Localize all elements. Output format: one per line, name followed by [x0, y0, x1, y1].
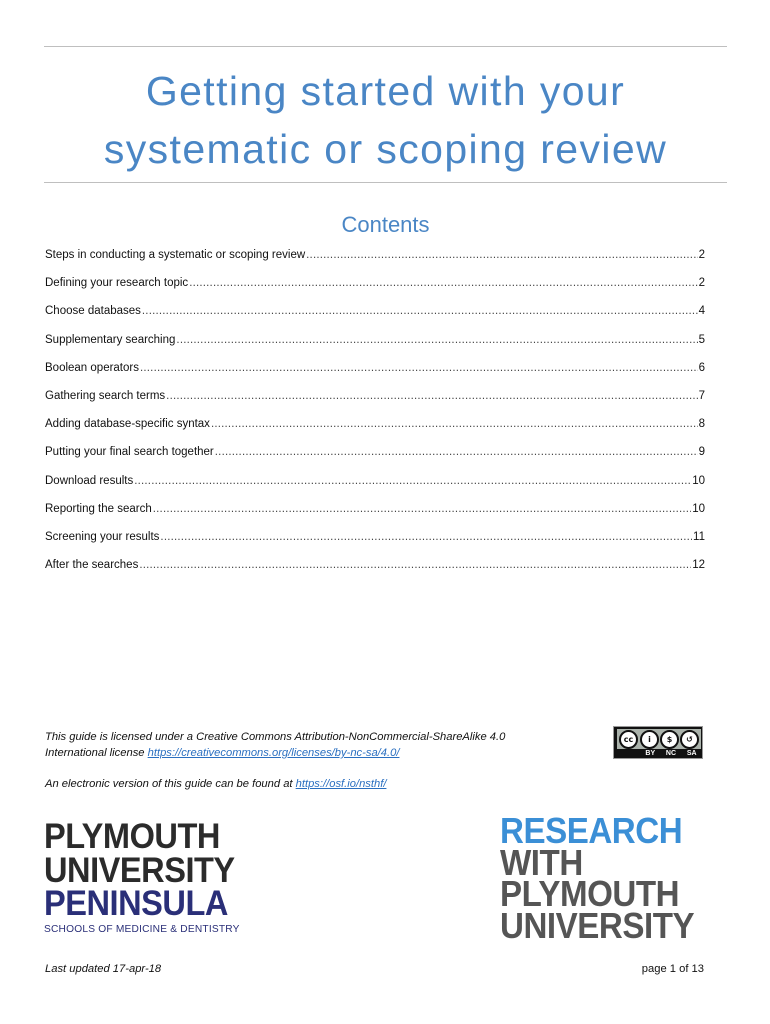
toc-entry-label: Adding database-specific syntax — [45, 418, 210, 431]
electronic-version-notice — [45, 776, 605, 792]
nc-symbol: $ — [660, 730, 679, 749]
toc-leader-dots — [140, 357, 698, 379]
toc-leader-dots — [211, 413, 698, 435]
toc-entry-page: 11 — [693, 530, 705, 543]
toc-entry-label: Download results — [45, 474, 134, 487]
license-text-2: International license — [45, 747, 148, 759]
toc-entry-page: 10 — [692, 502, 705, 515]
top-rule — [44, 46, 727, 47]
title-rule — [44, 182, 727, 183]
title-line-1: Getting started with your — [145, 68, 626, 114]
toc-entry[interactable] — [45, 357, 705, 385]
logo-left-line-3: PENINSULA — [44, 884, 228, 923]
toc-entry-page: 5 — [698, 333, 705, 346]
sa-symbol: ↺ — [680, 730, 699, 749]
toc-entry[interactable] — [45, 526, 705, 554]
electronic-version-text: An electronic version of this guide can be found at — [45, 778, 296, 790]
toc-leader-dots — [142, 300, 698, 322]
logo-right-line-3: PLYMOUTH — [500, 873, 680, 914]
license-notice — [45, 729, 585, 761]
table-of-contents — [45, 244, 705, 582]
cc-badge-labels — [640, 749, 702, 758]
logo-right-line-2: WITH — [500, 841, 583, 883]
last-updated: Last updated 17-apr-18 — [45, 963, 162, 975]
toc-leader-dots — [215, 441, 698, 463]
cc-by-nc-sa-icon[interactable] — [613, 726, 703, 759]
toc-entry-page: 12 — [692, 559, 705, 572]
toc-entry-label: After the searches — [45, 559, 139, 572]
toc-entry[interactable] — [45, 498, 705, 526]
toc-leader-dots — [189, 272, 697, 294]
toc-entry[interactable] — [45, 385, 705, 413]
toc-entry[interactable] — [45, 244, 705, 272]
toc-entry-label: Screening your results — [45, 530, 160, 543]
toc-entry-page: 2 — [698, 249, 705, 261]
research-with-plymouth-logo — [500, 810, 720, 946]
cc-symbol: cc — [619, 730, 638, 749]
cc-label-nc: NC — [665, 750, 677, 757]
logo-left-line-2: UNIVERSITY — [44, 850, 235, 890]
cc-label-by: BY — [645, 750, 656, 757]
toc-entry-label: Supplementary searching — [45, 333, 176, 346]
by-symbol: i — [640, 730, 659, 749]
toc-entry-page: 10 — [692, 474, 705, 487]
toc-entry[interactable] — [45, 554, 705, 582]
license-text-1: This guide is licensed under a Creative Commons Attribution-NonCommercial-ShareAlike 4.0 — [45, 731, 506, 743]
toc-leader-dots — [153, 498, 691, 520]
toc-entry[interactable] — [45, 300, 705, 328]
logo-right-line-1: RESEARCH — [500, 810, 683, 851]
toc-entry-label: Defining your research topic — [45, 277, 189, 290]
contents-heading: Contents — [341, 212, 430, 237]
toc-entry-label: Reporting the search — [45, 502, 152, 515]
toc-leader-dots — [306, 244, 697, 266]
toc-entry-page: 2 — [698, 277, 705, 290]
logo-left-subtitle: SCHOOLS OF MEDICINE & DENTISTRY — [44, 923, 240, 935]
toc-entry[interactable] — [45, 413, 705, 441]
cc-badge-top — [617, 729, 701, 749]
toc-leader-dots — [160, 526, 692, 548]
toc-entry[interactable] — [45, 329, 705, 357]
document-title — [44, 62, 727, 178]
logo-right-line-4: UNIVERSITY — [500, 904, 695, 946]
toc-entry-page: 9 — [698, 446, 705, 459]
logo-left-line-1: PLYMOUTH — [44, 817, 220, 856]
toc-entry-page: 8 — [698, 418, 705, 431]
toc-leader-dots — [176, 329, 697, 351]
toc-entry-page: 6 — [698, 361, 705, 374]
toc-leader-dots — [139, 554, 691, 576]
toc-entry-label: Boolean operators — [45, 361, 139, 374]
license-link[interactable]: https://creativecommons.org/licenses/by-nc-sa/4.0/ — [147, 747, 400, 759]
toc-entry-label: Choose databases — [45, 305, 141, 318]
toc-entry[interactable] — [45, 272, 705, 300]
title-line-2: systematic or scoping review — [103, 126, 668, 172]
osf-link[interactable]: https://osf.io/nsthf/ — [295, 778, 387, 790]
toc-entry-page: 4 — [698, 305, 705, 318]
toc-entry-page: 7 — [698, 389, 705, 402]
toc-leader-dots — [166, 385, 697, 407]
toc-entry[interactable] — [45, 470, 705, 498]
toc-leader-dots — [134, 470, 691, 492]
toc-entry-label: Steps in conducting a systematic or scoping review — [45, 249, 306, 261]
toc-entry-label: Gathering search terms — [45, 389, 166, 402]
page-number: page 1 of 13 — [641, 963, 704, 975]
toc-entry-label: Putting your final search together — [45, 446, 214, 459]
plymouth-peninsula-logo — [44, 817, 284, 935]
cc-label-sa: SA — [686, 750, 697, 757]
toc-entry[interactable] — [45, 441, 705, 469]
